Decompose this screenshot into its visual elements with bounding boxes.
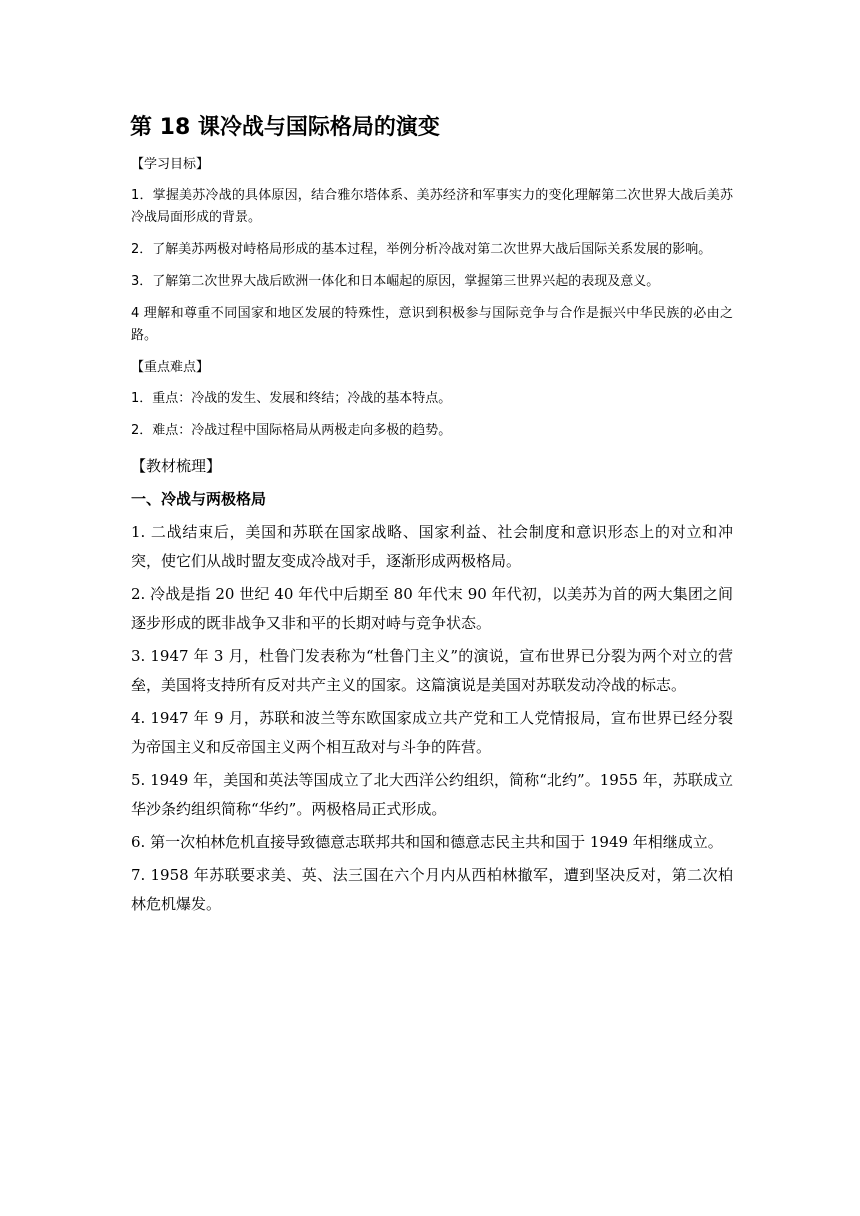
keypoint-item: 2．难点：冷战过程中国际格局从两极走向多极的趋势。 <box>131 423 452 438</box>
keypoint-item: 1．重点：冷战的发生、发展和终结；冷战的基本特点。 <box>131 391 452 406</box>
section-item: 6. 第一次柏林危机直接导致德意志联邦共和国和德意志民主共和国于 1949 年相继成立。 <box>131 833 723 851</box>
section-item: 2. 冷战是指 20 世纪 40 年代中后期至 80 年代末 90 年代初，以美苏为首的两大集团之间逐步形成的既非战争又非和平的长期对峙与竞争状态。 <box>131 585 733 632</box>
section-title: 一、冷战与两极格局 <box>131 490 267 508</box>
section-item: 3. 1947 年 3 月，杜鲁门发表称为“杜鲁门主义”的演说，宣布世界已分裂为两个对立的营垒，美国将支持所有反对共产主义的国家。这篇演说是美国对苏联发动冷战的标志。 <box>131 647 733 694</box>
objective-item: 3．了解第二次世界大战后欧洲一体化和日本崛起的原因，掌握第三世界兴起的表现及意义。 <box>131 274 660 289</box>
textbook-header: 【教材梳理】 <box>131 457 222 475</box>
objective-item: 4 理解和尊重不同国家和地区发展的特殊性，意识到积极参与国际竞争与合作是振兴中华民族的必由之路。 <box>131 306 733 343</box>
objectives-header: 【学习目标】 <box>131 157 210 172</box>
objective-item: 1．掌握美苏冷战的具体原因，结合雅尔塔体系、美苏经济和军事实力的变化理解第二次世界大战后美苏冷战局面形成的背景。 <box>131 188 733 225</box>
section-item: 7. 1958 年苏联要求美、英、法三国在六个月内从西柏林撤军，遭到坚决反对，第二次柏林危机爆发。 <box>131 866 733 913</box>
document-page <box>131 112 733 923</box>
objective-item: 2．了解美苏两极对峙格局形成的基本过程，举例分析冷战对第二次世界大战后国际关系发展的影响。 <box>131 242 712 257</box>
keypoints-header: 【重点难点】 <box>131 360 210 375</box>
section-item: 4. 1947 年 9 月，苏联和波兰等东欧国家成立共产党和工人党情报局，宣布世界已经分裂为帝国主义和反帝国主义两个相互敌对与斗争的阵营。 <box>131 709 733 756</box>
document-title: 第 18 课冷战与国际格局的演变 <box>130 115 440 140</box>
section-item: 5. 1949 年，美国和英法等国成立了北大西洋公约组织，简称“北约”。1955 年，苏联成立华沙条约组织简称“华约”。两极格局正式形成。 <box>131 771 733 818</box>
section-item: 1. 二战结束后，美国和苏联在国家战略、国家利益、社会制度和意识形态上的对立和冲突，使它们从战时盟友变成冷战对手，逐渐形成两极格局。 <box>131 523 733 570</box>
